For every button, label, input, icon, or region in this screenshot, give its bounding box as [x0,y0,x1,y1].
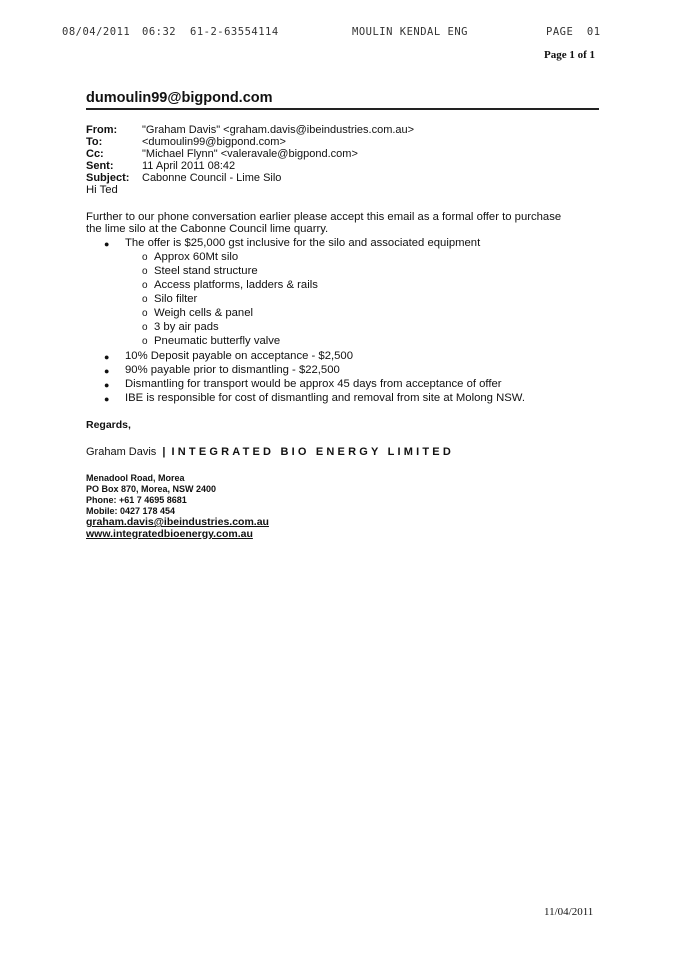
address-line-2: PO Box 870, Morea, NSW 2400 [86,484,217,494]
from-label: From: [86,124,118,136]
term-item: IBE is responsible for cost of dismantling and removal from site at Molong NSW. [125,392,525,404]
subject-value: Cabonne Council - Lime Silo [142,172,282,184]
sent-value: 11 April 2011 08:42 [142,160,236,172]
offer-line: The offer is $25,000 gst inclusive for the silo and associated equipment [125,237,481,249]
intro-line-1: Further to our phone conversation earlier please accept this email as a formal offer to purchase [86,211,562,223]
circle-bullet-icon: o [142,266,148,277]
bullet-icon: ● [104,352,110,362]
to-label: To: [86,136,103,148]
cc-value: "Michael Flynn" <valeravale@bigpond.com> [142,148,358,160]
circle-bullet-icon: o [142,280,148,291]
signature-email-link[interactable]: graham.davis@ibeindustries.com.au [86,516,269,528]
equipment-item: Weigh cells & panel [154,307,254,319]
term-item: 10% Deposit payable on acceptance - $2,500 [125,350,353,362]
equipment-item: Steel stand structure [154,265,258,277]
bullet-icon: ● [104,366,110,376]
term-item: 90% payable prior to dismantling - $22,500 [125,364,340,376]
bullet-icon: ● [104,239,110,249]
mailbox-title: dumoulin99@bigpond.com [86,90,273,106]
circle-bullet-icon: o [142,294,148,305]
footer-date: 11/04/2011 [544,906,594,918]
fax-page-number: PAGE 01 [546,26,601,38]
signature-web-link[interactable]: www.integratedbioenergy.com.au [86,528,253,540]
title-divider [86,108,599,110]
to-value: <dumoulin99@bigpond.com> [142,136,286,148]
circle-bullet-icon: o [142,336,148,347]
fax-date: 08/04/2011 [62,26,131,38]
bullet-icon: ● [104,394,110,404]
mobile-line: Mobile: 0427 178 454 [86,506,176,516]
regards: Regards, [86,419,131,431]
equipment-item: 3 by air pads [154,321,219,333]
circle-bullet-icon: o [142,322,148,333]
signature-name: Graham Davis [86,446,157,458]
fax-time: 06:32 [142,26,177,38]
term-item: Dismantling for transport would be approx 45 days from acceptance of offer [125,378,502,390]
subject-label: Subject: [86,172,130,184]
bullet-icon: ● [104,380,110,390]
equipment-item: Access platforms, ladders & rails [154,279,318,291]
fax-sender: MOULIN KENDAL ENG [352,26,468,38]
phone-line: Phone: +61 7 4695 8681 [86,495,187,505]
circle-bullet-icon: o [142,252,148,263]
cc-label: Cc: [86,148,104,160]
equipment-item: Silo filter [154,293,198,305]
fax-number: 61-2-63554114 [190,26,279,38]
signature-separator: | [162,446,166,458]
address-line-1: Menadool Road, Morea [86,473,185,483]
sent-label: Sent: [86,160,114,172]
page-of-indicator: Page 1 of 1 [544,49,596,61]
signature-company: INTEGRATED BIO ENERGY LIMITED [171,446,454,458]
intro-line-2: the lime silo at the Cabonne Council lime quarry. [86,223,329,235]
circle-bullet-icon: o [142,308,148,319]
greeting: Hi Ted [86,184,118,196]
equipment-item: Approx 60Mt silo [154,251,239,263]
signature-line [86,446,454,459]
from-value: "Graham Davis" <graham.davis@ibeindustries.com.au> [142,124,415,136]
equipment-item: Pneumatic butterfly valve [154,335,281,347]
